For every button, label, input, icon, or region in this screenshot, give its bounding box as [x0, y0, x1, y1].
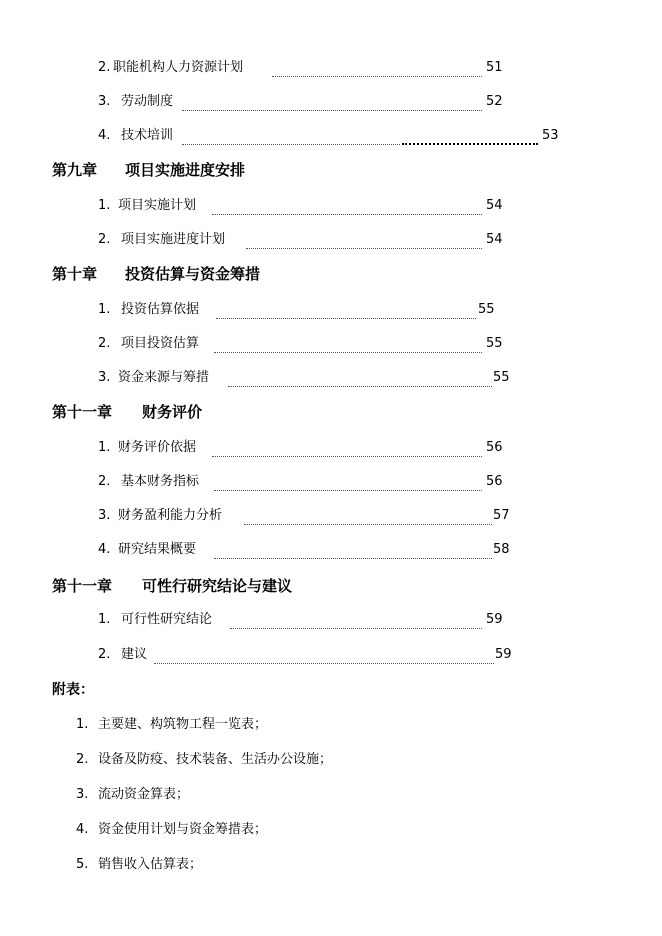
toc-entry[interactable]	[0, 504, 662, 528]
toc-entry[interactable]	[0, 228, 662, 252]
toc-entry-title: 财务盈利能力分析	[118, 508, 223, 523]
toc-entry-page: 54	[486, 198, 503, 213]
toc-entry[interactable]	[0, 194, 662, 218]
toc-entry-title: 可行性研究结论	[121, 612, 213, 627]
toc-entry-title: 资金来源与筹措	[118, 370, 210, 385]
appendix-item-title: 主要建、构筑物工程一览表；	[98, 717, 268, 732]
toc-leader-dots	[228, 372, 492, 387]
appendix-item[interactable]	[0, 853, 662, 877]
toc-leader-dots	[216, 304, 476, 319]
appendix-item-title: 销售收入估算表；	[98, 857, 203, 872]
appendix-item[interactable]	[0, 748, 662, 772]
toc-entry[interactable]	[0, 56, 662, 80]
toc-entry-page: 56	[486, 440, 503, 455]
toc-entry-number: 1.	[98, 302, 111, 317]
appendix-item[interactable]	[0, 783, 662, 807]
toc-entry-title: 项目实施进度计划	[121, 232, 226, 247]
toc-leader-dots	[182, 96, 482, 111]
toc-entry-number: 3.	[98, 94, 111, 109]
toc-leader-dots	[212, 442, 482, 457]
toc-entry[interactable]	[0, 332, 662, 356]
appendix-item-number: 2.	[76, 752, 89, 767]
toc-entry-number: 2.	[98, 232, 111, 247]
toc-entry-page: 55	[493, 370, 510, 385]
toc-entry-page: 53	[542, 128, 559, 143]
toc-entry-page: 51	[486, 60, 503, 75]
toc-entry-page: 55	[486, 336, 503, 351]
toc-entry[interactable]	[0, 298, 662, 322]
toc-entry-title: 基本财务指标	[121, 474, 200, 489]
toc-chapter-heading[interactable]	[0, 400, 662, 424]
toc-entry[interactable]	[0, 643, 662, 667]
toc-chapter-heading[interactable]	[0, 574, 662, 598]
toc-entry-title: 财务评价依据	[118, 440, 197, 455]
toc-entry-title: 技术培训	[121, 128, 174, 143]
toc-entry[interactable]	[0, 470, 662, 494]
chapter-title: 财务评价	[142, 403, 203, 421]
toc-entry-page: 57	[493, 508, 510, 523]
toc-entry-title: 项目实施计划	[118, 198, 197, 213]
toc-entry[interactable]	[0, 366, 662, 390]
toc-entry[interactable]	[0, 436, 662, 460]
chapter-title: 投资估算与资金筹措	[125, 265, 261, 283]
toc-entry-number: 1.	[98, 440, 111, 455]
toc-leader-dots	[244, 510, 492, 525]
appendix-item[interactable]	[0, 818, 662, 842]
toc-entry-page: 55	[478, 302, 495, 317]
toc-entry-title: 投资估算依据	[121, 302, 200, 317]
toc-entry-title: 研究结果概要	[118, 542, 197, 557]
toc-leader-dots	[214, 338, 482, 353]
chapter-label: 第十一章	[52, 577, 113, 595]
chapter-title: 可性行研究结论与建议	[142, 577, 293, 595]
toc-entry-number: 4.	[98, 128, 111, 143]
appendix-heading	[0, 678, 662, 702]
toc-entry-number: 3.	[98, 508, 111, 523]
toc-entry-page: 59	[495, 647, 512, 662]
toc-leader-dots	[246, 234, 482, 249]
toc-entry-page: 54	[486, 232, 503, 247]
toc-entry[interactable]	[0, 608, 662, 632]
toc-chapter-heading[interactable]	[0, 262, 662, 286]
appendix-heading-text: 附表：	[52, 682, 94, 698]
chapter-label: 第九章	[52, 161, 98, 179]
appendix-item-number: 4.	[76, 822, 89, 837]
appendix-item[interactable]	[0, 713, 662, 737]
toc-entry-title: 项目投资估算	[121, 336, 200, 351]
toc-chapter-heading[interactable]	[0, 158, 662, 182]
chapter-label: 第十一章	[52, 403, 113, 421]
appendix-item-number: 3.	[76, 787, 89, 802]
toc-entry[interactable]	[0, 90, 662, 114]
appendix-item-title: 流动资金算表；	[98, 787, 190, 802]
toc-entry-number: 1.	[98, 612, 111, 627]
toc-entry[interactable]	[0, 538, 662, 562]
toc-entry-title: 劳动制度	[121, 94, 174, 109]
toc-entry-number: 1.	[98, 198, 111, 213]
toc-entry-page: 56	[486, 474, 503, 489]
toc-leader-dots	[182, 130, 400, 145]
toc-entry-page: 58	[493, 542, 510, 557]
appendix-item-title: 设备及防疫、技术装备、生活办公设施；	[98, 752, 333, 767]
toc-leader-dots	[154, 649, 494, 664]
toc-entry-number: 3.	[98, 370, 111, 385]
chapter-label: 第十章	[52, 265, 98, 283]
toc-entry-page: 52	[486, 94, 503, 109]
toc-entry-number: 2.	[98, 647, 111, 662]
toc-entry-number: 2.	[98, 336, 111, 351]
toc-entry-title: 职能机构人力资源计划	[113, 60, 244, 75]
toc-entry-page: 59	[486, 612, 503, 627]
chapter-title: 项目实施进度安排	[125, 161, 246, 179]
toc-leader-dots-bold	[402, 129, 538, 145]
appendix-item-title: 资金使用计划与资金筹措表；	[98, 822, 268, 837]
toc-leader-dots	[272, 62, 482, 77]
toc-leader-dots	[230, 614, 482, 629]
appendix-item-number: 1.	[76, 717, 89, 732]
toc-entry-number: 2.	[98, 474, 111, 489]
toc-leader-dots	[214, 476, 482, 491]
toc-leader-dots	[214, 544, 492, 559]
toc-entry-title: 建议	[121, 647, 148, 662]
toc-leader-dots	[212, 200, 482, 215]
appendix-item-number: 5.	[76, 857, 89, 872]
toc-entry[interactable]	[0, 124, 662, 148]
toc-entry-number: 2.	[98, 60, 111, 75]
toc-entry-number: 4.	[98, 542, 111, 557]
